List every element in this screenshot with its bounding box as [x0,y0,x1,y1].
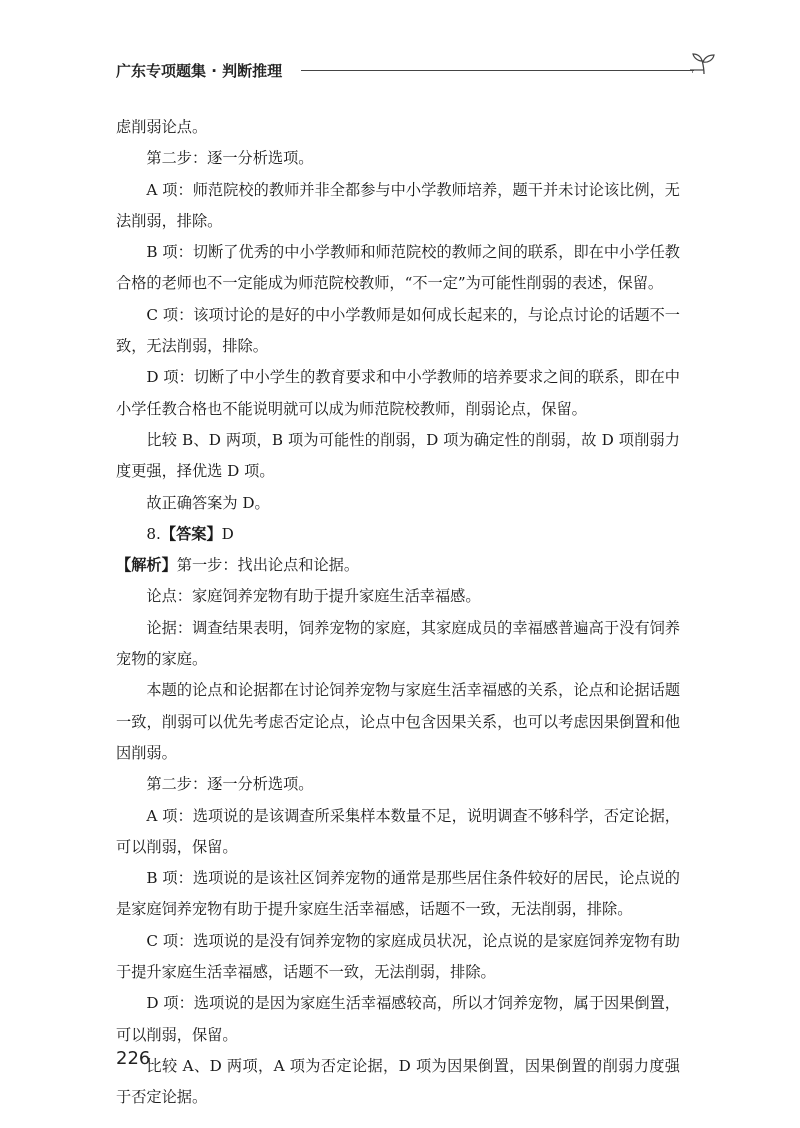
answer-label: 【答案】 [160,524,222,543]
thesis-paragraph: 论点：家庭饲养宠物有助于提升家庭生活幸福感。 [146,587,481,606]
page-content [116,112,680,1114]
analysis-label: 【解析】 [116,556,177,575]
question-number: 8. [146,524,161,543]
option-a-analysis: A 项：选项说的是该调查所采集样本数量不足，说明调查不够科学，否定论据，可以削弱，保留。 [116,806,680,856]
option-b-analysis: B 项：选项说的是该社区饲养宠物的通常是那些居住条件较好的居民，论点说的是家庭饲养宠物有助于提升家庭生活幸福感，话题不一致，无法削弱，排除。 [116,869,680,919]
header-rule [301,70,694,71]
sprout-icon [690,50,716,78]
option-d-analysis: D 项：选项说的是因为家庭生活幸福感较高，所以才饲养宠物，属于因果倒置，可以削弱，保留。 [116,994,680,1044]
option-c-analysis: C 项：该项讨论的是好的中小学教师是如何成长起来的，与论点讨论的话题不一致，无法削弱，排除。 [116,305,680,356]
option-d-analysis: D 项：切断了中小学生的教育要求和中小学教师的培养要求之间的联系，即在中小学任教合格也不能说明就可以成为师范院校教师，削弱论点，保留。 [116,368,680,418]
analysis-line [116,550,680,581]
page-number: 226 [116,1048,151,1069]
evidence-paragraph: 论据：调查结果表明，饲养宠物的家庭，其家庭成员的幸福感普遍高于没有饲养宠物的家庭。 [116,618,680,669]
paragraph: 第二步：逐一分析选项。 [146,149,314,168]
answer-value: D [221,524,234,543]
paragraph: 本题的论点和论据都在讨论饲养宠物与家庭生活幸福感的关系，论点和论据话题一致，削弱可以优先考虑否定论点，论点中包含因果关系，也可以考虑因果倒置和他因削弱。 [116,681,680,762]
option-a-analysis: A 项：师范院校的教师并非全都参与中小学教师培养，题干并未讨论该比例，无法削弱，排除。 [116,180,680,230]
comparison-paragraph: 比较 B、D 两项，B 项为可能性的削弱，D 项为确定性的削弱，故 D 项削弱力度更强，择优选 D 项。 [116,430,680,481]
option-b-analysis: B 项：切断了优秀的中小学教师和师范院校的教师之间的联系，即在中小学任教合格的老师也不一定能成为师范院校教师，“不一定”为可能性削弱的表述，保留。 [116,243,680,293]
option-c-analysis: C 项：选项说的是没有饲养宠物的家庭成员状况，论点说的是家庭饲养宠物有助于提升家庭生活幸福感，话题不一致，无法削弱，排除。 [116,931,680,982]
paragraph: 第二步：逐一分析选项。 [146,775,314,794]
comparison-paragraph: 比较 A、D 两项，A 项为否定论据，D 项为因果倒置，因果倒置的削弱力度强于否定论据。 [116,1056,680,1107]
header-title: 广东专项题集 · 判断推理 [116,62,283,80]
analysis-step: 第一步：找出论点和论据。 [176,556,359,575]
question-answer-line [116,519,680,550]
page-header [116,50,716,80]
correct-answer-statement: 故正确答案为 D。 [146,493,270,512]
paragraph: 虑削弱论点。 [116,118,208,136]
